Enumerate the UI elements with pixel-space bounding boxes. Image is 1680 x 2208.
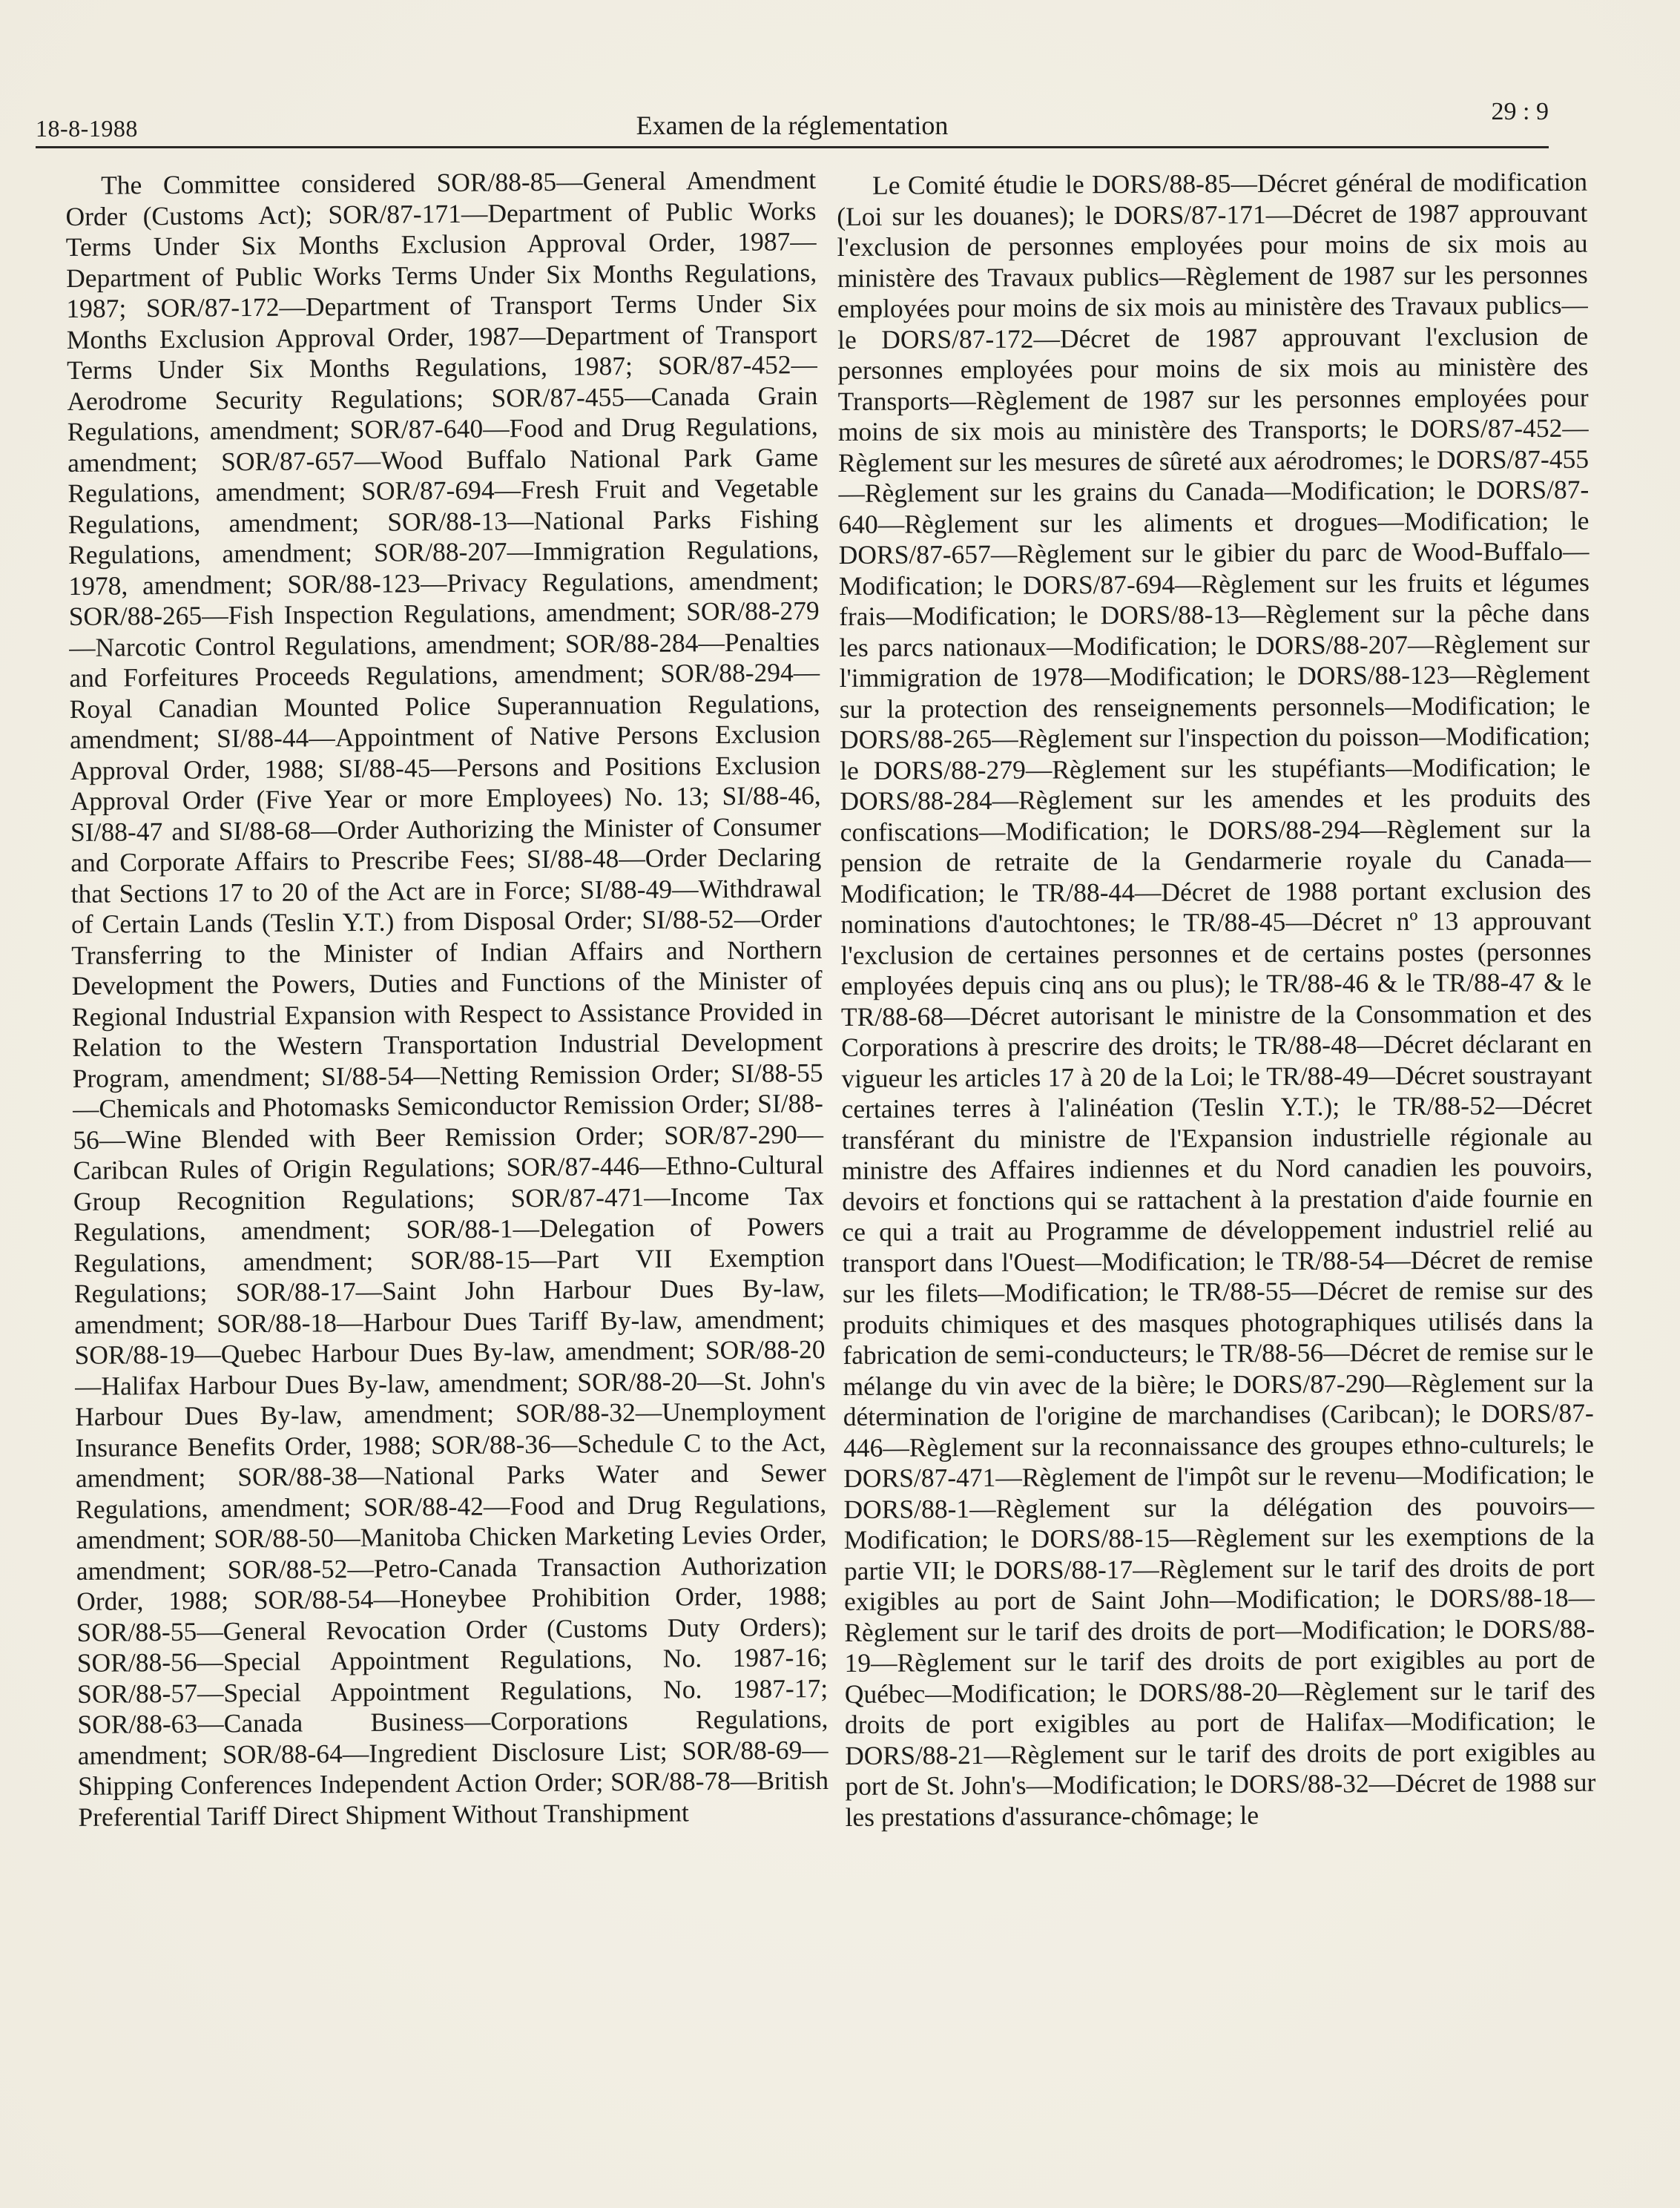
english-column [65,165,831,2069]
header-page-number: 29 : 9 [1491,98,1549,125]
french-paragraph: Le Comité étudie le DORS/88-85—Décret général de modification (Loi sur les douanes); le DORS/87-171—Décret de 1987 approuvant l'exclusion de personnes employées pour moins de six mois au ministère des Travaux publics—Règlement de 1987 sur les personnes employées pour moins de six mois au ministère des Travaux publics—le DORS/87-172—Décret de 1987 approuvant l'exclusion de personnes employées pour moins de six mois au ministère des Transports—Règlement de 1987 sur les personnes employées pour moins de six mois au ministère des Transports; le DORS/87-452—Règlement sur les mesures de sûreté aux aérodromes; le DORS/87-455—Règlement sur les grains du Canada—Modification; le DORS/87-640—Règlement sur les aliments et drogues—Modification; le DORS/87-657—Règlement sur le gibier du parc de Wood-Buffalo—Modification; le DORS/87-694—Règlement sur les fruits et légumes frais—Modification; le DORS/88-13—Règlement sur la pêche dans les parcs nationaux—Modification; le DORS/88-207—Règlement sur l'immigration de 1978—Modification; le DORS/88-123—Règlement sur la protection des renseignements personnels—Modification; le DORS/88-265—Règlement sur l'inspection du poisson—Modification; le DORS/88-279—Règlement sur les stupéfiants—Modification; le DORS/88-284—Règlement sur les amendes et les produits des confiscations—Modification; le DORS/88-294—Règlement sur la pension de retraite de la Gendarmerie royale du Canada—Modification; le TR/88-44—Décret de 1988 portant exclusion des nominations d'autochtones; le TR/88-45—Décret nº 13 approuvant l'exclusion de certaines personnes et de certains postes (personnes employées depuis cinq ans ou plus); le TR/88-46 & le TR/88-47 & le TR/88-68—Décret autorisant le ministre de la Consommation et des Corporations à prescrire des droits; le TR/88-48—Décret déclarant en vigueur les articles 17 à 20 de la Loi; le TR/88-49—Décret soustrayant certaines terres à l'alinéation (Teslin Y.T.); le TR/88-52—Décret transférant du ministre de l'Expansion industrielle régionale au ministre des Affaires indiennes et du Nord canadien les pouvoirs, devoirs et fonctions qui se rattachent à la prestation d'aide fournie en ce qui a trait au Programme de développement industriel relié au transport dans l'Ouest—Modification; le TR/88-54—Décret de remise sur les filets—Modification; le TR/88-55—Décret de remise sur des produits chimiques et des masques photographiques utilisés dans la fabrication de semi-conducteurs; le TR/88-56—Décret de remise sur le mélange du vin avec de la bière; le DORS/87-290—Règlement sur la détermination de l'origine de marchandises (Caribcan); le DORS/87-446—Règlement sur la reconnaissance des groupes ethno-culturels; le DORS/87-471—Règlement de l'impôt sur le revenu—Modification; le DORS/88-1—Règlement sur la délégation des pouvoirs—Modification; le DORS/88-15—Règlement sur les exemptions de la partie VII; le DORS/88-17—Règlement sur le tarif des droits de port exigibles au port de Saint John—Modification; le DORS/88-18—Règlement sur le tarif des droits de port—Modification; le DORS/88-19—Règlement sur le tarif des droits de port exigibles au port de Québec—Modification; le DORS/88-20—Règlement sur le tarif des droits de port exigibles au port de Halifax—Modification; le DORS/88-21—Règlement sur le tarif des droits de port exigibles au port de St. John's—Modification; le DORS/88-32—Décret de 1988 sur les prestations d'assurance-chômage; le [837,166,1596,1832]
english-paragraph: The Committee considered SOR/88-85—General Amendment Order (Customs Act); SOR/87-171—Department of Public Works Terms Under Six Months Exclusion Approval Order, 1987—Department of Public Works Terms Under Six Months Regulations, 1987; SOR/87-172—Department of Transport Terms Under Six Months Exclusion Approval Order, 1987—Department of Transport Terms Under Six Months Regulations, 1987; SOR/87-452—Aerodrome Security Regulations; SOR/87-455—Canada Grain Regulations, amendment; SOR/87-640—Food and Drug Regulations, amendment; SOR/87-657—Wood Buffalo National Park Game Regulations, amendment; SOR/87-694—Fresh Fruit and Vegetable Regulations, amendment; SOR/88-13—National Parks Fishing Regulations, amendment; SOR/88-207—Immigration Regulations, 1978, amendment; SOR/88-123—Privacy Regulations, amendment; SOR/88-265—Fish Inspection Regulations, amendment; SOR/88-279—Narcotic Control Regulations, amendment; SOR/88-284—Penalties and Forfeitures Proceeds Regulations, amendment; SOR/88-294—Royal Canadian Mounted Police Superannuation Regulations, amendment; SI/88-44—Appointment of Native Persons Exclusion Approval Order, 1988; SI/88-45—Persons and Positions Exclusion Approval Order (Five Year or more Employees) No. 13; SI/88-46, SI/88-47 and SI/88-68—Order Authorizing the Minister of Consumer and Corporate Affairs to Prescribe Fees; SI/88-48—Order Declaring that Sections 17 to 20 of the Act are in Force; SI/88-49—Withdrawal of Certain Lands (Teslin Y.T.) from Disposal Order; SI/88-52—Order Transferring to the Minister of Indian Affairs and Northern Development the Powers, Duties and Functions of the Minister of Regional Industrial Expansion with Respect to Assistance Provided in Relation to the Western Transportation Industrial Development Program, amendment; SI/88-54—Netting Remission Order; SI/88-55—Chemicals and Photomasks Semiconductor Remission Order; SI/88-56—Wine Blended with Beer Remission Order; SOR/87-290—Caribcan Rules of Origin Regulations; SOR/87-446—Ethno-Cultural Group Recognition Regulations; SOR/87-471—Income Tax Regulations, amendment; SOR/88-1—Delegation of Powers Regulations, amendment; SOR/88-15—Part VII Exemption Regulations; SOR/88-17—Saint John Harbour Dues By-law, amendment; SOR/88-18—Harbour Dues Tariff By-law, amendment; SOR/88-19—Quebec Harbour Dues By-law, amendment; SOR/88-20—Halifax Harbour Dues By-law, amendment; SOR/88-20—St. John's Harbour Dues By-law, amendment; SOR/88-32—Unemployment Insurance Benefits Order, 1988; SOR/88-36—Schedule C to the Act, amendment; SOR/88-38—National Parks Water and Sewer Regulations, amendment; SOR/88-42—Food and Drug Regulations, amendment; SOR/88-50—Manitoba Chicken Marketing Levies Order, amendment; SOR/88-52—Petro-Canada Transaction Authorization Order, 1988; SOR/88-54—Honeybee Prohibition Order, 1988; SOR/88-55—General Revocation Order (Customs Duty Orders); SOR/88-56—Special Appointment Regulations, No. 1987-16; SOR/88-57—Special Appointment Regulations, No. 1987-17; SOR/88-63—Canada Business—Corporations Regulations, amendment; SOR/88-64—Ingredient Disclosure List; SOR/88-69—Shipping Conferences Independent Action Order; SOR/88-78—British Preferential Tariff Direct Shipment Without Transhipment [65,165,829,1832]
header-title: Examen de la réglementation [636,111,949,140]
french-column [837,167,1597,2069]
header-date: 18-8-1988 [36,115,138,142]
page-header [36,89,1549,148]
header-rule [36,146,1549,148]
